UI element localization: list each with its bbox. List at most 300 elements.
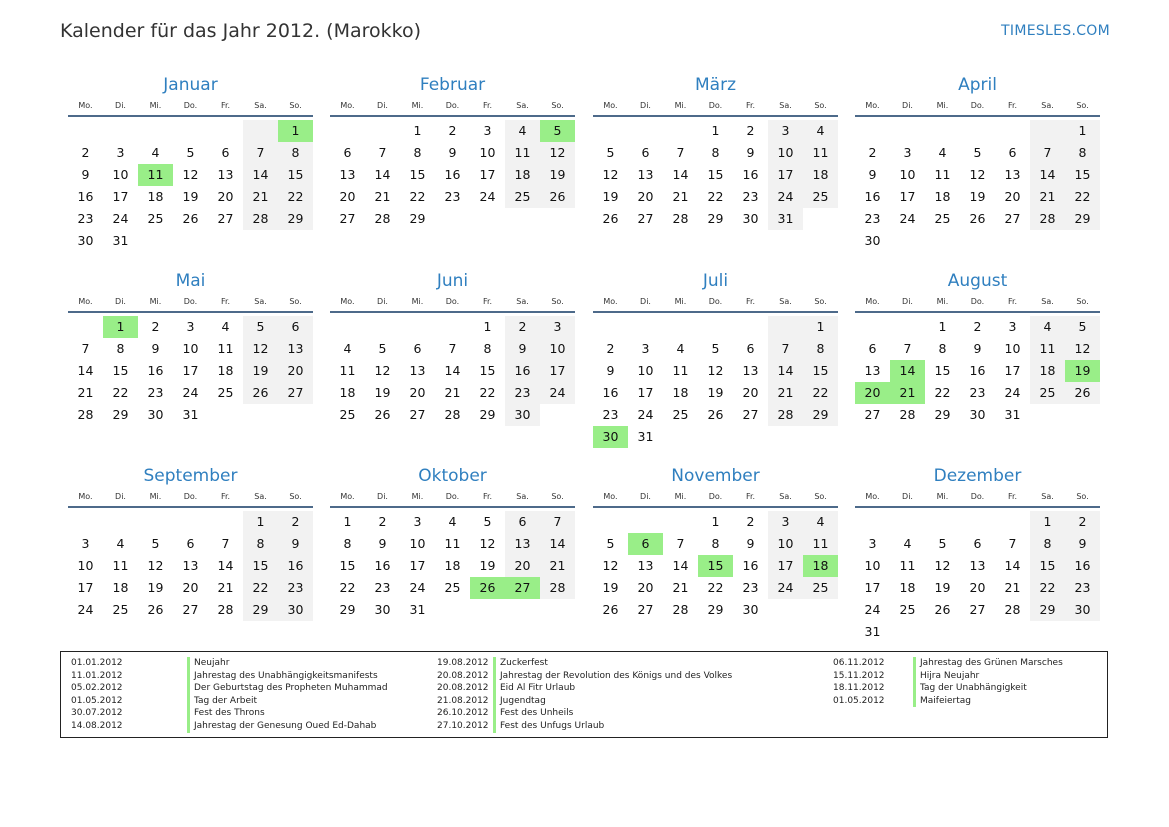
day-cell: 8 — [938, 341, 947, 356]
day-cell: 23 — [147, 385, 164, 400]
empty-cell — [593, 511, 628, 533]
day-cell: 27 — [637, 211, 654, 226]
weekday-label: Do. — [445, 297, 460, 306]
weekday-label: Di. — [640, 101, 651, 110]
day-cell: 9 — [746, 145, 755, 160]
weekday-label: Fr. — [482, 297, 493, 306]
day-cell: 15 — [1065, 164, 1100, 186]
empty-cell — [173, 511, 208, 533]
day-cell: 16 — [278, 555, 313, 577]
month-8 — [855, 268, 1100, 426]
day-cell: 8 — [711, 145, 720, 160]
empty-cell — [663, 511, 698, 533]
weekday-label: So. — [1076, 492, 1089, 501]
day-cell: 14 — [374, 167, 391, 182]
day-cell: 7 — [378, 145, 387, 160]
month-name: September — [143, 466, 238, 486]
weekday-label: Sa. — [779, 492, 792, 501]
weekday-label: Mo. — [865, 101, 880, 110]
weekday-label: Fr. — [220, 492, 231, 501]
day-cell: 3 — [540, 316, 575, 338]
legend-date: 27.10.2012 — [437, 720, 489, 731]
day-cell: 13 — [278, 338, 313, 360]
day-cell: 29 — [707, 211, 724, 226]
day-cell: 10 — [409, 536, 426, 551]
day-cell: 12 — [243, 338, 278, 360]
day-cell: 27 — [409, 407, 426, 422]
day-cell: 9 — [606, 363, 615, 378]
day-cell: 8 — [1065, 142, 1100, 164]
day-cell: 20 — [278, 360, 313, 382]
day-cell: 23 — [77, 211, 94, 226]
day-cell: 11 — [803, 533, 838, 555]
day-cell: 22 — [707, 189, 724, 204]
day-cell: 7 — [903, 341, 912, 356]
day-cell: 14 — [1030, 164, 1065, 186]
day-grid — [593, 316, 838, 448]
day-cell: 26 — [374, 407, 391, 422]
day-cell: 8 — [711, 536, 720, 551]
month-7 — [593, 268, 838, 448]
day-cell: 30 — [374, 602, 391, 617]
month-5 — [68, 268, 313, 426]
day-cell: 16 — [864, 189, 881, 204]
month-9 — [68, 463, 313, 621]
weekday-label: Mi. — [936, 101, 949, 110]
holiday-day-cell: 18 — [803, 555, 838, 577]
holiday-day-cell: 30 — [593, 426, 628, 448]
day-cell: 15 — [803, 360, 838, 382]
holiday-legend — [60, 651, 1108, 738]
day-cell: 17 — [768, 164, 803, 186]
day-cell: 12 — [602, 167, 619, 182]
day-cell: 24 — [182, 385, 199, 400]
day-cell: 22 — [278, 186, 313, 208]
weekday-label: Mi. — [411, 492, 424, 501]
weekday-label: So. — [551, 297, 564, 306]
day-cell: 8 — [343, 536, 352, 551]
day-cell: 30 — [742, 211, 759, 226]
weekday-label: Di. — [377, 101, 388, 110]
day-cell: 4 — [938, 145, 947, 160]
month-name: April — [958, 75, 997, 95]
day-cell: 17 — [409, 558, 426, 573]
page-title: Kalender für das Jahr 2012. (Marokko) — [60, 20, 422, 42]
weekday-label: Do. — [708, 297, 723, 306]
weekday-label: So. — [1076, 101, 1089, 110]
day-cell: 27 — [637, 602, 654, 617]
day-cell: 22 — [479, 385, 496, 400]
holiday-day-cell: 26 — [470, 577, 505, 599]
day-cell: 30 — [1065, 599, 1100, 621]
day-cell: 5 — [711, 341, 720, 356]
day-cell: 3 — [903, 145, 912, 160]
empty-cell — [68, 511, 103, 533]
month-name: Januar — [163, 75, 218, 95]
day-cell: 17 — [864, 580, 881, 595]
empty-cell — [890, 511, 925, 533]
day-cell: 17 — [1004, 363, 1021, 378]
day-cell: 30 — [278, 599, 313, 621]
day-cell: 3 — [186, 319, 195, 334]
day-cell: 4 — [505, 120, 540, 142]
day-cell: 7 — [768, 338, 803, 360]
day-cell: 5 — [378, 341, 387, 356]
empty-cell — [628, 316, 663, 338]
day-cell: 13 — [409, 363, 426, 378]
day-cell: 31 — [409, 602, 426, 617]
day-cell: 9 — [81, 167, 90, 182]
month-name: Oktober — [418, 466, 487, 486]
weekday-label: Sa. — [254, 101, 267, 110]
day-cell: 29 — [934, 407, 951, 422]
day-cell: 1 — [483, 319, 492, 334]
day-cell: 12 — [969, 167, 986, 182]
weekday-label: Di. — [902, 101, 913, 110]
weekday-label: Mo. — [340, 101, 355, 110]
day-cell: 19 — [147, 580, 164, 595]
day-cell: 25 — [934, 211, 951, 226]
weekday-label: Sa. — [254, 297, 267, 306]
day-cell: 3 — [768, 511, 803, 533]
legend-date: 01.01.2012 — [71, 658, 123, 668]
weekday-label: Di. — [902, 492, 913, 501]
day-cell: 3 — [483, 123, 492, 138]
day-cell: 6 — [221, 145, 230, 160]
weekday-label: Do. — [708, 101, 723, 110]
day-cell: 9 — [1065, 533, 1100, 555]
day-cell: 4 — [343, 341, 352, 356]
holiday-day-cell: 5 — [540, 120, 575, 142]
day-cell: 25 — [339, 407, 356, 422]
day-cell: 21 — [672, 580, 689, 595]
day-cell: 24 — [77, 602, 94, 617]
day-cell: 9 — [868, 167, 877, 182]
day-cell: 31 — [1004, 407, 1021, 422]
day-cell: 23 — [1065, 577, 1100, 599]
day-cell: 22 — [1030, 577, 1065, 599]
day-cell: 3 — [81, 536, 90, 551]
month-name: Juni — [436, 271, 469, 291]
day-cell: 1 — [243, 511, 278, 533]
day-cell: 10 — [77, 558, 94, 573]
weekday-label: Sa. — [516, 297, 529, 306]
day-cell: 6 — [746, 341, 755, 356]
day-cell: 23 — [444, 189, 461, 204]
weekday-header — [855, 295, 1100, 313]
day-cell: 21 — [217, 580, 234, 595]
day-cell: 13 — [864, 363, 881, 378]
day-grid — [68, 511, 313, 621]
day-cell: 24 — [637, 407, 654, 422]
day-cell: 24 — [768, 186, 803, 208]
empty-cell — [960, 511, 995, 533]
weekday-label: Mi. — [149, 492, 162, 501]
day-cell: 7 — [676, 536, 685, 551]
day-cell: 6 — [1008, 145, 1017, 160]
weekday-label: Fr. — [745, 297, 756, 306]
day-cell: 8 — [483, 341, 492, 356]
weekday-label: Do. — [183, 492, 198, 501]
day-cell: 6 — [413, 341, 422, 356]
day-cell: 29 — [1065, 208, 1100, 230]
day-cell: 4 — [676, 341, 685, 356]
legend-date: 19.08.2012 — [437, 658, 489, 668]
weekday-label: Di. — [377, 297, 388, 306]
day-cell: 20 — [505, 555, 540, 577]
weekday-label: Fr. — [1007, 492, 1018, 501]
day-cell: 1 — [1065, 120, 1100, 142]
day-cell: 11 — [934, 167, 951, 182]
day-cell: 24 — [899, 211, 916, 226]
weekday-header — [68, 99, 313, 117]
day-cell: 10 — [637, 363, 654, 378]
day-cell: 17 — [540, 360, 575, 382]
day-cell: 2 — [151, 319, 160, 334]
day-cell: 14 — [768, 360, 803, 382]
day-cell: 22 — [112, 385, 129, 400]
weekday-label: Do. — [708, 492, 723, 501]
day-cell: 8 — [243, 533, 278, 555]
weekday-label: Di. — [115, 101, 126, 110]
day-cell: 26 — [602, 211, 619, 226]
day-cell: 19 — [602, 580, 619, 595]
empty-cell — [365, 120, 400, 142]
empty-cell — [400, 316, 435, 338]
day-cell: 21 — [1030, 186, 1065, 208]
weekday-label: Mi. — [411, 101, 424, 110]
day-cell: 11 — [444, 536, 461, 551]
day-cell: 22 — [339, 580, 356, 595]
day-cell: 19 — [934, 580, 951, 595]
weekday-label: Mi. — [149, 101, 162, 110]
day-cell: 26 — [243, 382, 278, 404]
empty-cell — [330, 120, 365, 142]
day-cell: 20 — [637, 189, 654, 204]
day-cell: 18 — [147, 189, 164, 204]
month-name: Dezember — [933, 466, 1022, 486]
day-grid — [855, 511, 1100, 643]
day-cell: 4 — [116, 536, 125, 551]
weekday-label: Fr. — [482, 492, 493, 501]
day-cell: 13 — [969, 558, 986, 573]
day-cell: 17 — [899, 189, 916, 204]
empty-cell — [995, 120, 1030, 142]
legend-holiday-name: Fest des Unheils — [493, 707, 573, 720]
day-cell: 17 — [182, 363, 199, 378]
day-cell: 9 — [505, 338, 540, 360]
day-cell: 2 — [448, 123, 457, 138]
day-cell: 24 — [112, 211, 129, 226]
day-cell: 8 — [803, 338, 838, 360]
weekday-label: Mi. — [674, 492, 687, 501]
day-cell: 4 — [221, 319, 230, 334]
weekday-label: Fr. — [1007, 101, 1018, 110]
day-cell: 28 — [672, 602, 689, 617]
empty-cell — [173, 120, 208, 142]
weekday-label: Mo. — [78, 492, 93, 501]
day-cell: 9 — [151, 341, 160, 356]
weekday-label: Do. — [445, 492, 460, 501]
holiday-day-cell: 20 — [855, 382, 890, 404]
day-cell: 2 — [378, 514, 387, 529]
day-cell: 20 — [409, 385, 426, 400]
day-cell: 15 — [339, 558, 356, 573]
day-cell: 22 — [409, 189, 426, 204]
day-grid — [593, 120, 838, 230]
day-cell: 13 — [742, 363, 759, 378]
weekday-label: So. — [814, 492, 827, 501]
empty-cell — [365, 316, 400, 338]
empty-cell — [733, 316, 768, 338]
day-cell: 27 — [864, 407, 881, 422]
day-cell: 16 — [505, 360, 540, 382]
day-cell: 1 — [938, 319, 947, 334]
day-cell: 24 — [768, 577, 803, 599]
day-grid — [330, 316, 575, 426]
day-cell: 3 — [116, 145, 125, 160]
day-grid — [68, 120, 313, 252]
weekday-label: Sa. — [1041, 101, 1054, 110]
weekday-label: Mo. — [603, 297, 618, 306]
day-cell: 25 — [112, 602, 129, 617]
day-cell: 3 — [1008, 319, 1017, 334]
day-cell: 15 — [278, 164, 313, 186]
day-cell: 10 — [768, 142, 803, 164]
day-cell: 16 — [374, 558, 391, 573]
day-cell: 11 — [672, 363, 689, 378]
day-cell: 12 — [182, 167, 199, 182]
day-cell: 9 — [746, 536, 755, 551]
legend-date: 18.11.2012 — [833, 683, 885, 694]
weekday-header — [593, 490, 838, 508]
day-cell: 2 — [746, 123, 755, 138]
legend-holiday-name: Jahrestag des Grünen Marsches — [913, 657, 1063, 670]
empty-cell — [663, 120, 698, 142]
day-cell: 13 — [505, 533, 540, 555]
day-cell: 29 — [112, 407, 129, 422]
day-cell: 28 — [540, 577, 575, 599]
day-cell: 26 — [540, 186, 575, 208]
empty-cell — [68, 316, 103, 338]
day-cell: 27 — [217, 211, 234, 226]
day-cell: 30 — [77, 233, 94, 248]
day-cell: 12 — [934, 558, 951, 573]
day-cell: 20 — [339, 189, 356, 204]
legend-holiday-name: Jahrestag des Unabhängigkeitsmanifests — [187, 670, 378, 683]
day-cell: 3 — [641, 341, 650, 356]
day-cell: 29 — [803, 404, 838, 426]
day-cell: 18 — [505, 164, 540, 186]
day-cell: 7 — [1008, 536, 1017, 551]
weekday-label: Di. — [377, 492, 388, 501]
day-cell: 30 — [742, 602, 759, 617]
weekday-label: Do. — [970, 101, 985, 110]
day-cell: 12 — [374, 363, 391, 378]
empty-cell — [855, 511, 890, 533]
day-cell: 21 — [672, 189, 689, 204]
day-cell: 12 — [147, 558, 164, 573]
day-cell: 24 — [479, 189, 496, 204]
empty-cell — [138, 120, 173, 142]
empty-cell — [593, 316, 628, 338]
day-cell: 16 — [147, 363, 164, 378]
day-cell: 23 — [742, 189, 759, 204]
day-cell: 12 — [540, 142, 575, 164]
day-cell: 24 — [1004, 385, 1021, 400]
legend-holiday-name: Tag der Unabhängigkeit — [913, 682, 1027, 695]
day-cell: 20 — [742, 385, 759, 400]
day-cell: 31 — [864, 624, 881, 639]
day-cell: 25 — [803, 577, 838, 599]
day-cell: 14 — [1004, 558, 1021, 573]
day-cell: 11 — [505, 142, 540, 164]
day-cell: 6 — [505, 511, 540, 533]
day-cell: 3 — [868, 536, 877, 551]
day-cell: 27 — [339, 211, 356, 226]
month-12 — [855, 463, 1100, 643]
day-cell: 27 — [278, 382, 313, 404]
weekday-label: So. — [551, 492, 564, 501]
day-cell: 24 — [409, 580, 426, 595]
month-name: Mai — [175, 271, 206, 291]
brand-link[interactable]: TIMESLES.COM — [1001, 23, 1110, 39]
day-cell: 3 — [413, 514, 422, 529]
day-cell: 31 — [637, 429, 654, 444]
legend-date: 15.11.2012 — [833, 670, 885, 681]
day-cell: 23 — [602, 407, 619, 422]
month-name: März — [695, 75, 736, 95]
weekday-label: Mo. — [340, 297, 355, 306]
month-3 — [593, 72, 838, 230]
day-cell: 10 — [1004, 341, 1021, 356]
day-cell: 26 — [147, 602, 164, 617]
day-cell: 21 — [540, 555, 575, 577]
month-name: August — [947, 271, 1008, 291]
legend-date: 20.08.2012 — [437, 683, 489, 694]
day-cell: 29 — [479, 407, 496, 422]
weekday-label: Sa. — [1041, 492, 1054, 501]
empty-cell — [593, 120, 628, 142]
day-cell: 7 — [676, 145, 685, 160]
weekday-label: Sa. — [516, 101, 529, 110]
legend-holiday-name: Der Geburtstag des Propheten Muhammad — [187, 682, 388, 695]
day-cell: 23 — [742, 580, 759, 595]
day-cell: 25 — [1030, 382, 1065, 404]
day-cell: 1 — [413, 123, 422, 138]
day-cell: 29 — [339, 602, 356, 617]
day-cell: 13 — [1004, 167, 1021, 182]
day-cell: 1 — [1030, 511, 1065, 533]
empty-cell — [768, 316, 803, 338]
day-cell: 28 — [77, 407, 94, 422]
day-cell: 19 — [479, 558, 496, 573]
month-11 — [593, 463, 838, 621]
weekday-header — [330, 99, 575, 117]
day-cell: 25 — [672, 407, 689, 422]
day-cell: 12 — [1065, 338, 1100, 360]
weekday-label: Do. — [445, 101, 460, 110]
legend-date: 14.08.2012 — [71, 720, 123, 731]
day-cell: 18 — [217, 363, 234, 378]
day-cell: 27 — [1004, 211, 1021, 226]
empty-cell — [890, 120, 925, 142]
empty-cell — [243, 120, 278, 142]
day-cell: 13 — [182, 558, 199, 573]
day-cell: 12 — [707, 363, 724, 378]
legend-holiday-name: Jugendtag — [493, 695, 546, 708]
day-cell: 5 — [973, 145, 982, 160]
